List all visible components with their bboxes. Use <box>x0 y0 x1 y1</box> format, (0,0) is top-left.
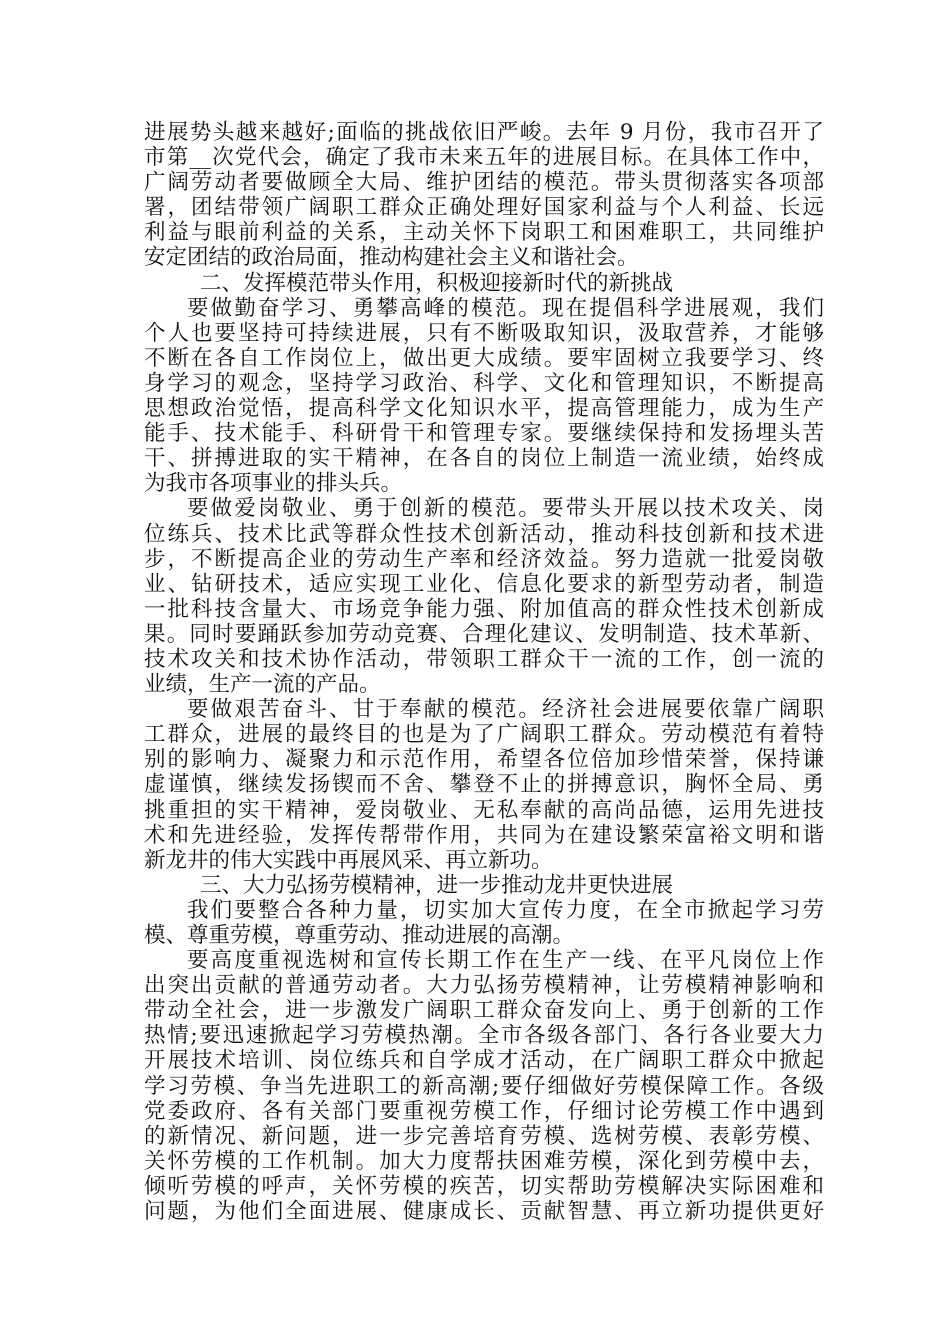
section-heading: 三、大力弘扬劳模精神，进一步推动龙井更快进展 <box>200 872 674 898</box>
text-line: 学习劳模、争当先进职工的新高潮;要仔细做好劳模保障工作。各级 <box>144 1073 824 1099</box>
paragraph-first-line: 要高度重视选树和宣传长期工作在生产一线、在平凡岗位上作 <box>187 948 824 974</box>
text-line: 新龙井的伟大实践中再展风采、再立新功。 <box>144 847 553 873</box>
text-line: 热情;要迅速掀起学习劳模热潮。全市各级各部门、各行各业要大力 <box>144 1023 824 1049</box>
text-line: 个人也要坚持可持续进展，只有不断吸取知识，汲取营养，才能够 <box>144 320 824 346</box>
paragraph-first-line: 要做勤奋学习、勇攀高峰的模范。现在提倡科学进展观，我们 <box>187 295 824 321</box>
document-body <box>144 120 824 1224</box>
text-line: 挑重担的实干精神，爱岗敬业、无私奉献的高尚品德，运用先进技 <box>144 797 824 823</box>
text-line: 党委政府、各有关部门要重视劳模工作，仔细讨论劳模工作中遇到 <box>144 1098 824 1124</box>
text-line: 利益与眼前利益的关系，主动关怀下岗职工和困难职工，共同维护 <box>144 220 824 246</box>
text-line: 的新情况、新问题，进一步完善培育劳模、选树劳模、表彰劳模、 <box>144 1123 824 1149</box>
text-line: 技术攻关和技术协作活动，带领职工群众干一流的工作，创一流的 <box>144 646 824 672</box>
text-line: 市第__次党代会，确定了我市未来五年的进展目标。在具体工作中， <box>144 145 824 171</box>
text-line: 问题，为他们全面进展、健康成长、贡献智慧、再立新功提供更好 <box>144 1199 824 1225</box>
text-line: 业绩，生产一流的产品。 <box>144 672 381 698</box>
text-line: 业、钻研技术，适应实现工业化、信息化要求的新型劳动者，制造 <box>144 571 824 597</box>
text-line: 能手、技术能手、科研骨干和管理专家。要继续保持和发扬埋头苦 <box>144 421 824 447</box>
text-line: 身学习的观念，坚持学习政治、科学、文化和管理知识，不断提高 <box>144 370 824 396</box>
text-line: 别的影响力、凝聚力和示范作用，希望各位倍加珍惜荣誉，保持谦 <box>144 747 824 773</box>
text-line: 安定团结的政治局面，推动构建社会主义和谐社会。 <box>144 245 639 271</box>
text-line: 果。同时要踊跃参加劳动竞赛、合理化建议、发明制造、技术革新、 <box>144 621 824 647</box>
text-line: 思想政治觉悟，提高科学文化知识水平，提高管理能力，成为生产 <box>144 396 824 422</box>
text-line: 干、拼搏进取的实干精神，在各自的岗位上制造一流业绩，始终成 <box>144 446 824 472</box>
text-line: 带动全社会，进一步激发广阔职工群众奋发向上、勇于创新的工作 <box>144 998 824 1024</box>
section-heading: 二、发挥模范带头作用，积极迎接新时代的新挑战 <box>200 270 674 296</box>
text-line: 进展势头越来越好;面临的挑战依旧严峻。去年 9 月份，我市召开了 <box>144 120 824 145</box>
text-line: 倾听劳模的呼声，关怀劳模的疾苦，切实帮助劳模解决实际困难和 <box>144 1173 824 1199</box>
text-line: 模、尊重劳模，尊重劳动、推动进展的高潮。 <box>144 923 575 948</box>
text-line: 术和先进经验，发挥传帮带作用，共同为在建设繁荣富裕文明和谐 <box>144 822 824 848</box>
text-line: 署，团结带领广阔职工群众正确处理好国家利益与个人利益、长远 <box>144 195 824 221</box>
paragraph-first-line: 要做爱岗敬业、勇于创新的模范。要带头开展以技术攻关、岗 <box>187 496 824 522</box>
text-line: 不断在各自工作岗位上，做出更大成绩。要牢固树立我要学习、终 <box>144 345 824 371</box>
text-line: 工群众，进展的最终目的也是为了广阔职工群众。劳动模范有着特 <box>144 722 824 748</box>
text-line: 出突出贡献的普通劳动者。大力弘扬劳模精神，让劳模精神影响和 <box>144 973 824 999</box>
text-line: 关怀劳模的工作机制。加大力度帮扶困难劳模，深化到劳模中去， <box>144 1148 824 1174</box>
paragraph-first-line: 要做艰苦奋斗、甘于奉献的模范。经济社会进展要依靠广阔职 <box>187 697 824 723</box>
paragraph-first-line: 我们要整合各种力量，切实加大宣传力度，在全市掀起学习劳 <box>187 897 824 923</box>
text-line: 开展技术培训、岗位练兵和自学成才活动，在广阔职工群众中掀起 <box>144 1048 824 1074</box>
text-line: 为我市各项事业的排头兵。 <box>144 471 403 497</box>
text-line: 广阔劳动者要做顾全大局、维护团结的模范。带头贯彻落实各项部 <box>144 170 824 196</box>
text-line: 一批科技含量大、市场竞争能力强、附加值高的群众性技术创新成 <box>144 596 824 622</box>
text-line: 位练兵、技术比武等群众性技术创新活动，推动科技创新和技术进 <box>144 521 824 547</box>
text-line: 步，不断提高企业的劳动生产率和经济效益。努力造就一批爱岗敬 <box>144 546 824 572</box>
text-line: 虚谨慎，继续发扬锲而不舍、攀登不止的拼搏意识，胸怀全局、勇 <box>144 772 824 798</box>
